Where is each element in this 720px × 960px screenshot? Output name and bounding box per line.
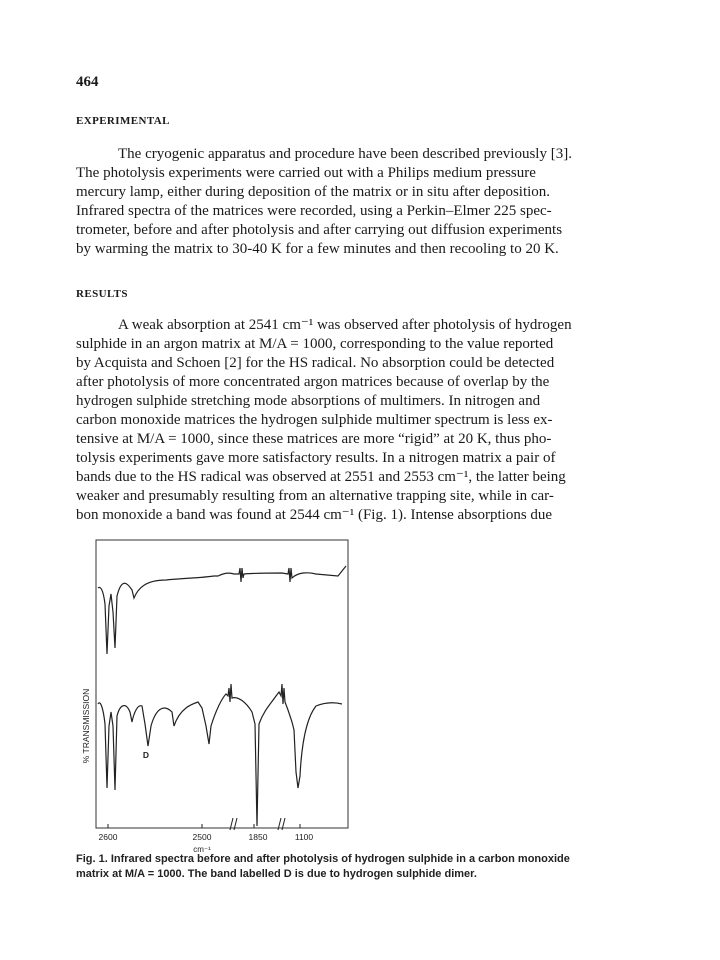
x-tick-label-1100: 1100 bbox=[294, 832, 314, 842]
text-line: sulphide in an argon matrix at M/A = 1000, corresponding to the value reported bbox=[76, 336, 554, 352]
text-line: after photolysis of more concentrated argon matrices because of overlap by the bbox=[76, 374, 550, 390]
figure-ir-spectra bbox=[76, 526, 376, 866]
caption-line: matrix at M/A = 1000. The band labelled D is due to hydrogen sulphide dimer. bbox=[76, 868, 477, 880]
text-line: by warming the matrix to 30-40 K for a few minutes and then recooling to 20 K. bbox=[76, 241, 559, 257]
text-line: mercury lamp, either during deposition of the matrix or in situ after deposition. bbox=[76, 184, 551, 200]
x-tick-label-2500: 2500 bbox=[192, 832, 212, 842]
x-tick-label-1850: 1850 bbox=[248, 832, 268, 842]
ir-spectra-plot bbox=[76, 526, 376, 866]
text-line: Infrared spectra of the matrices were recorded, using a Perkin–Elmer 225 spec- bbox=[76, 203, 552, 219]
text-line: weaker and presumably resulting from an alternative trapping site, while in car- bbox=[76, 488, 554, 504]
paragraph-results bbox=[76, 316, 641, 525]
plot-frame bbox=[96, 540, 348, 828]
text-line: trometer, before and after photolysis and after carrying out diffusion experiments bbox=[76, 222, 563, 238]
text-line: The cryogenic apparatus and procedure have been described previously [3]. bbox=[118, 146, 572, 162]
y-axis-label: % TRANSMISSION bbox=[81, 688, 91, 764]
x-axis-label: cm⁻¹ bbox=[193, 845, 211, 854]
text-line: carbon monoxide matrices the hydrogen sulphide multimer spectrum is less ex- bbox=[76, 412, 553, 428]
text-line: bon monoxide a band was found at 2544 cm⁻¹ (Fig. 1). Intense absorptions due bbox=[76, 507, 553, 523]
text-line: tolysis experiments gave more satisfactory results. In a nitrogen matrix a pair of bbox=[76, 450, 556, 466]
section-heading-experimental: EXPERIMENTAL bbox=[76, 115, 170, 127]
figure-caption bbox=[76, 852, 651, 882]
section-heading-results: RESULTS bbox=[76, 288, 128, 300]
text-line: bands due to the HS radical was observed at 2551 and 2553 cm⁻¹, the latter being bbox=[76, 469, 566, 485]
caption-line: Fig. 1. Infrared spectra before and after photolysis of hydrogen sulphide in a carbon monoxide bbox=[76, 853, 570, 865]
text-line: A weak absorption at 2541 cm⁻¹ was observed after photolysis of hydrogen bbox=[118, 317, 572, 333]
text-line: by Acquista and Schoen [2] for the HS radical. No absorption could be detected bbox=[76, 355, 555, 371]
x-tick-label-2600: 2600 bbox=[98, 832, 118, 842]
paragraph-experimental bbox=[76, 145, 641, 259]
text-line: The photolysis experiments were carried out with a Philips medium pressure bbox=[76, 165, 536, 181]
band-label-d: D bbox=[142, 750, 150, 760]
text-line: hydrogen sulphide stretching mode absorptions of multimers. In nitrogen and bbox=[76, 393, 541, 409]
text-line: tensive at M/A = 1000, since these matrices are more “rigid” at 20 K, thus pho- bbox=[76, 431, 552, 447]
page-number: 464 bbox=[76, 74, 99, 90]
spectrum-before-photolysis bbox=[98, 566, 346, 654]
spectrum-after-photolysis bbox=[98, 684, 342, 826]
